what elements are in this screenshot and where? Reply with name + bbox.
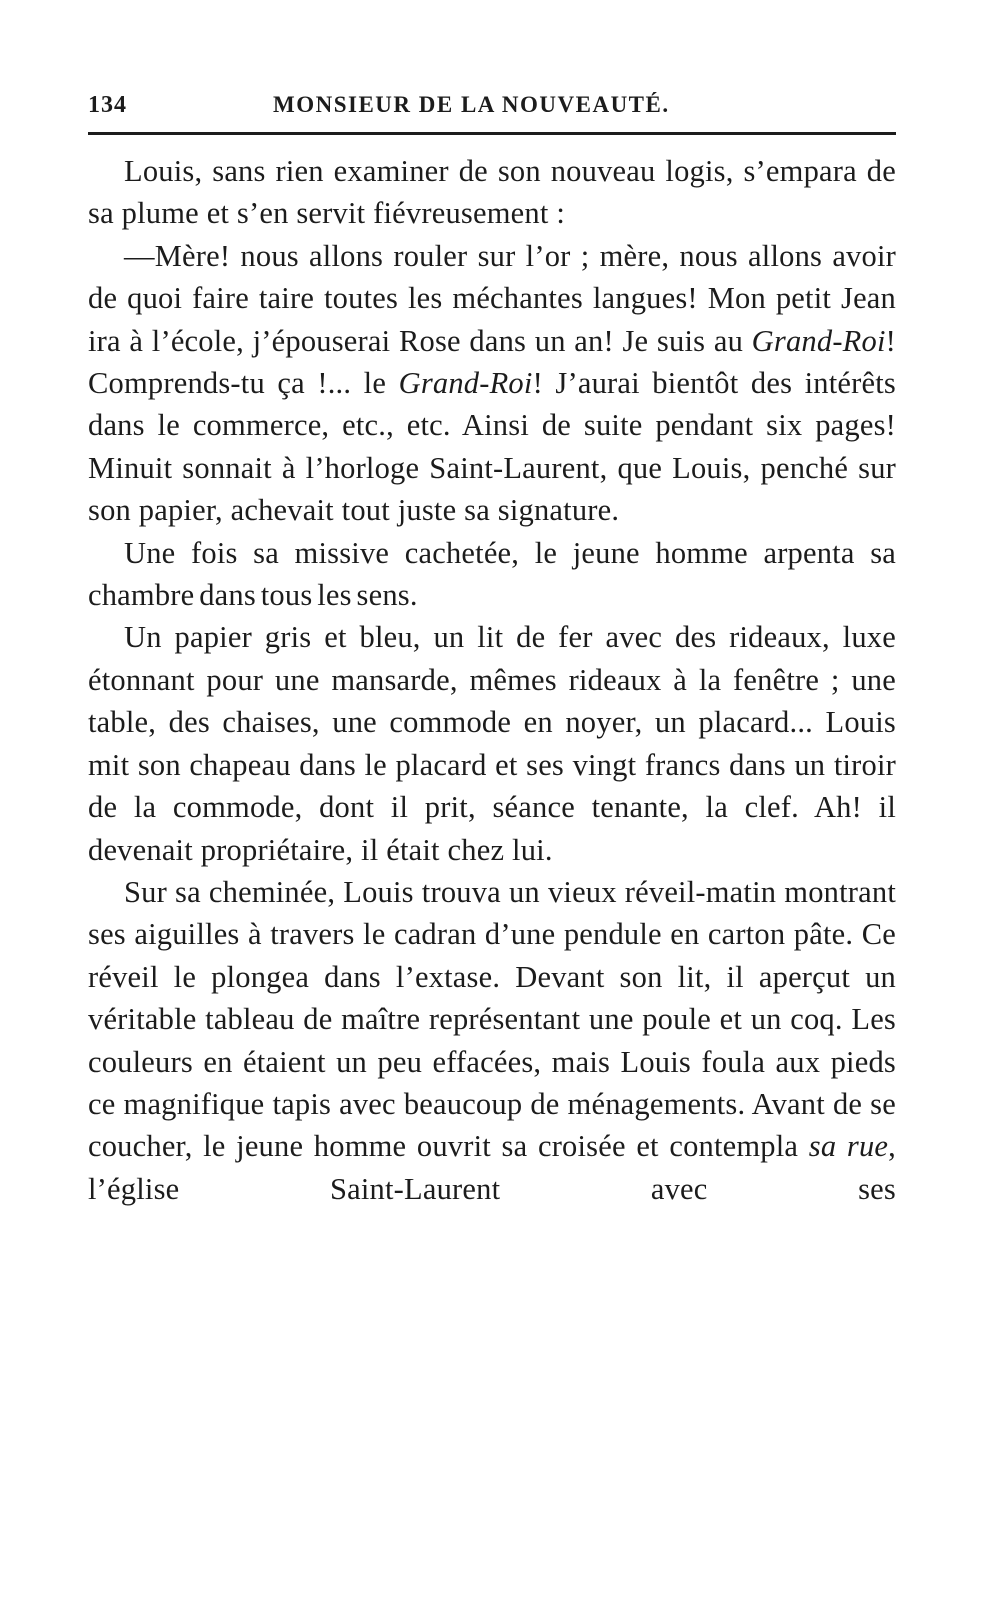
paragraph-1-text: Louis, sans rien examiner de son nouveau logis, s’empara de sa plume et s’en servit fiévreusement : (88, 154, 896, 231)
paragraph-4-text: Un papier gris et bleu, un lit de fer avec des rideaux, luxe étonnant pour une mansarde, mêmes rideaux à la fenêtre ; une table, des chaises, une commode en noyer, un placard... Louis mit son chapeau dans le placard et ses vingt francs dans un tiroir de la commode, dont il prit, séance tenante, la clef. Ah! il devenait propriétaire, il était chez lui. (88, 620, 896, 867)
paragraph-2-italic: Grand-Roi (751, 323, 886, 358)
paragraph-3 (88, 532, 896, 617)
paragraph-2-text: —Mère! nous allons rouler sur l’or ; mère, nous allons avoir de quoi faire taire toutes les méchantes langues! Mon petit Jean ira à l’école, j’épouserai Rose dans un an! Je suis au (88, 238, 896, 358)
paragraph-1 (88, 150, 896, 235)
page-number: 134 (88, 92, 127, 118)
paragraph-2 (88, 235, 896, 532)
paragraph-5 (88, 871, 896, 1210)
paragraph-5-text: Sur sa cheminée, Louis trouva un vieux réveil-matin montrant ses aiguilles à travers le cadran d’une pendule en carton pâte. Ce réveil le plongea dans l’extase. Devant son lit, il aperçut un véritable tableau de maître représentant une poule et un coq. Les couleurs en étaient un peu effacées, mais Louis foula aux pieds ce magnifique tapis avec beaucoup de ménagements. Avant de se coucher, le jeune homme ouvrit sa croisée et contempla (88, 874, 896, 1164)
paragraph-5-text: , l’église Saint-Laurent avec ses (88, 1129, 896, 1206)
running-title: MONSIEUR DE LA NOUVEAUTÉ. (273, 92, 670, 117)
paragraph-3-text: Une fois sa missive cachetée, le jeune homme arpenta sa chambre dans tous les sens. (88, 535, 896, 613)
paragraph-2-text: ! J’aurai bientôt des intérêts dans le commerce, etc., etc. Ainsi de suite pendant six pages! Minuit sonnait à l’horloge Saint-Laurent, que Louis, penché sur son papier, achevait tout juste sa signature. (88, 366, 896, 528)
header-rule (88, 132, 896, 135)
running-head (88, 88, 896, 122)
paragraph-5-italic: sa rue (808, 1129, 889, 1164)
body-text (88, 150, 896, 1210)
paragraph-2-italic: Grand-Roi (398, 366, 533, 401)
paragraph-2-text: ! Comprends-tu ça !... le (88, 323, 896, 401)
paragraph-4 (88, 616, 896, 870)
